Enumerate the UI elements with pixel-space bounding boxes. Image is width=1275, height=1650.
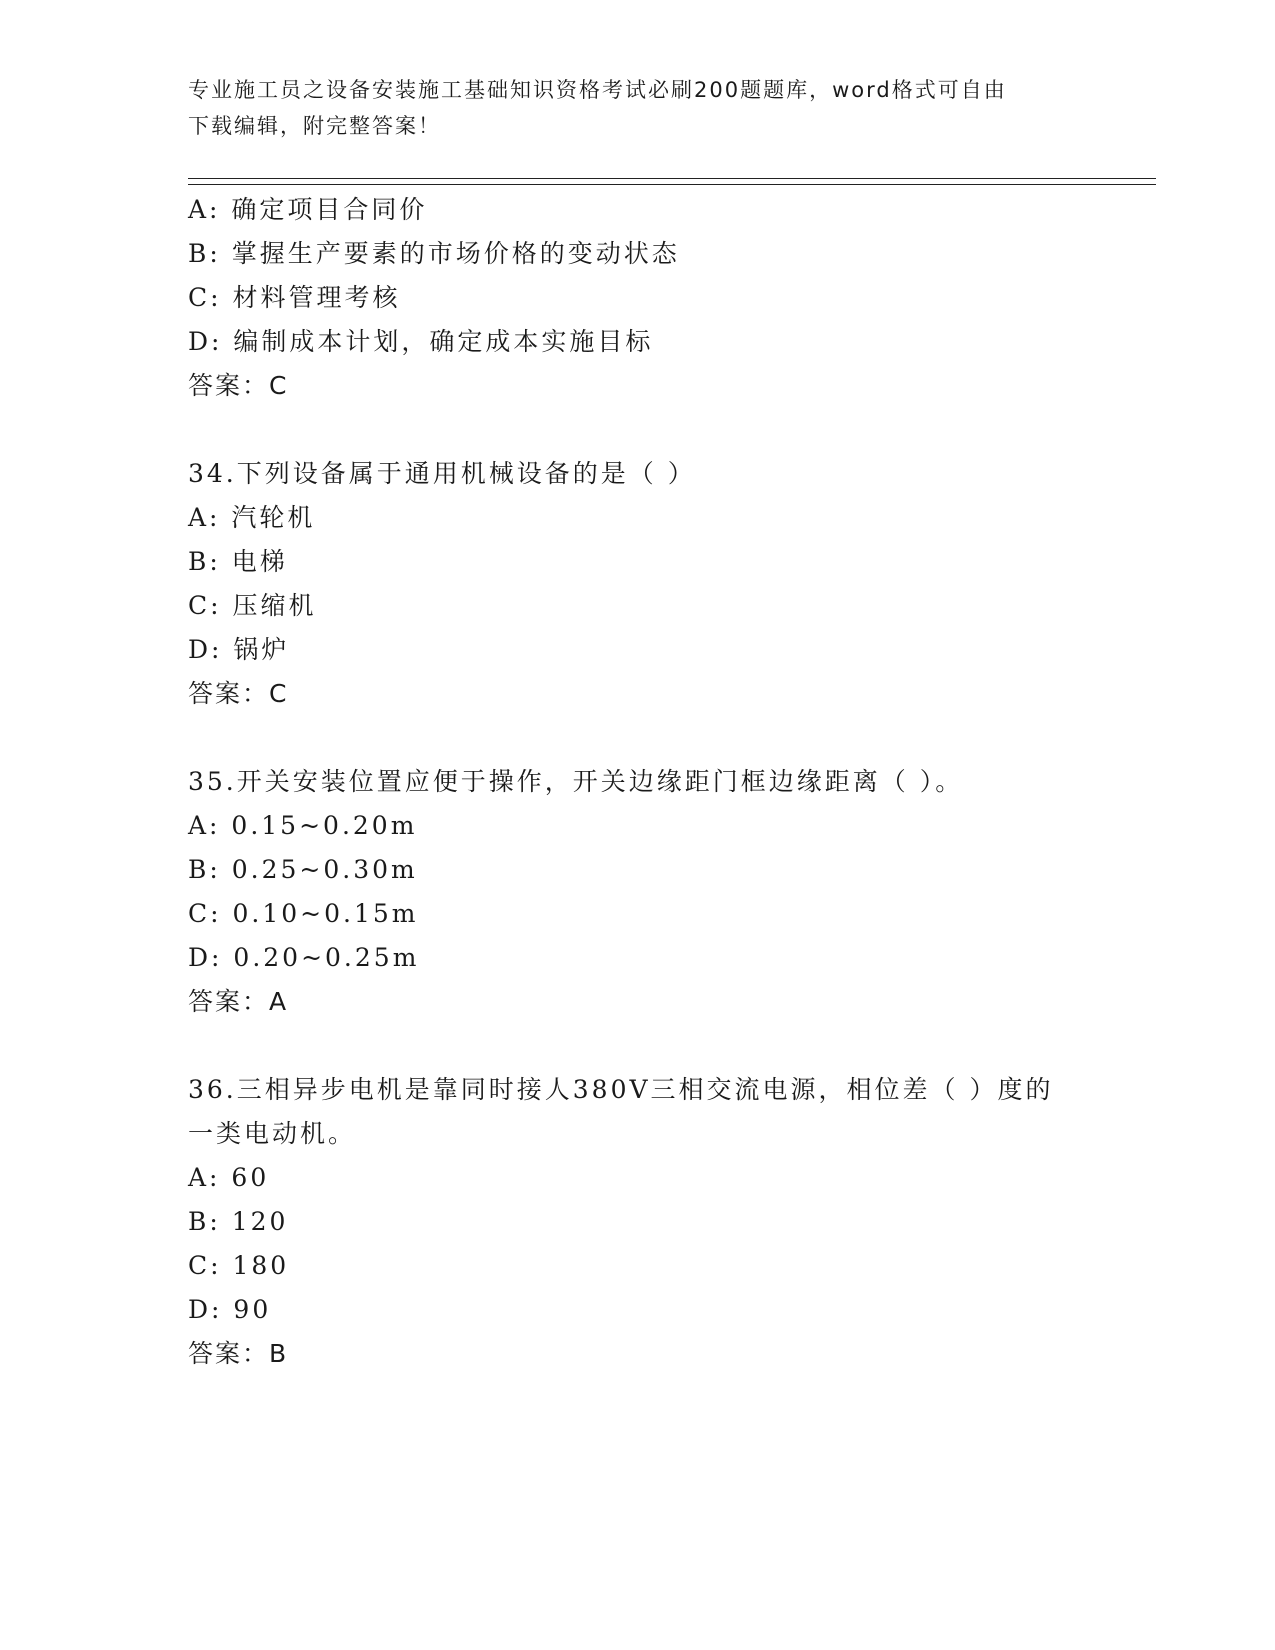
q35-option-c: C: 0.10~0.15m xyxy=(188,899,419,928)
q36-option-b: B: 120 xyxy=(188,1207,289,1236)
q34-option-a: A: 汽轮机 xyxy=(188,503,316,532)
q34-question: 34.下列设备属于通用机械设备的是（ ） xyxy=(188,459,696,488)
q35-question: 35.开关安装位置应便于操作，开关边缘距门框边缘距离（ ）。 xyxy=(188,767,964,796)
q35-option-a: A: 0.15~0.20m xyxy=(188,811,418,840)
q36-answer: 答案：B xyxy=(188,1339,289,1368)
q36-option-c: C: 180 xyxy=(188,1251,290,1280)
question-list xyxy=(188,0,1088,1650)
q36-option-d: D: 90 xyxy=(188,1295,272,1324)
q33-option-d: D: 编制成本计划，确定成本实施目标 xyxy=(188,327,654,356)
q33-option-a: A: 确定项目合同价 xyxy=(188,195,428,224)
q36-question-line-2: 一类电动机。 xyxy=(188,1119,357,1148)
q33-answer: 答案：C xyxy=(188,371,289,400)
q35-option-b: B: 0.25~0.30m xyxy=(188,855,418,884)
q36-question-line-1: 36.三相异步电机是靠同时接人380V三相交流电源，相位差（ ）度的 xyxy=(188,1075,1054,1104)
q34-option-c: C: 压缩机 xyxy=(188,591,317,620)
q34-answer: 答案：C xyxy=(188,679,289,708)
q35-option-d: D: 0.20~0.25m xyxy=(188,943,420,972)
q33-option-c: C: 材料管理考核 xyxy=(188,283,401,312)
q36-option-a: A: 60 xyxy=(188,1163,270,1192)
q34-option-d: D: 锅炉 xyxy=(188,635,290,664)
q35-answer: 答案：A xyxy=(188,987,289,1016)
header-title-line-2: 下载编辑，附完整答案！ xyxy=(188,114,441,138)
header-title-line-1: 专业施工员之设备安装施工基础知识资格考试必刷200题题库，word格式可自由 xyxy=(188,78,1007,102)
q33-option-b: B: 掌握生产要素的市场价格的变动状态 xyxy=(188,239,680,268)
q34-option-b: B: 电梯 xyxy=(188,547,288,576)
